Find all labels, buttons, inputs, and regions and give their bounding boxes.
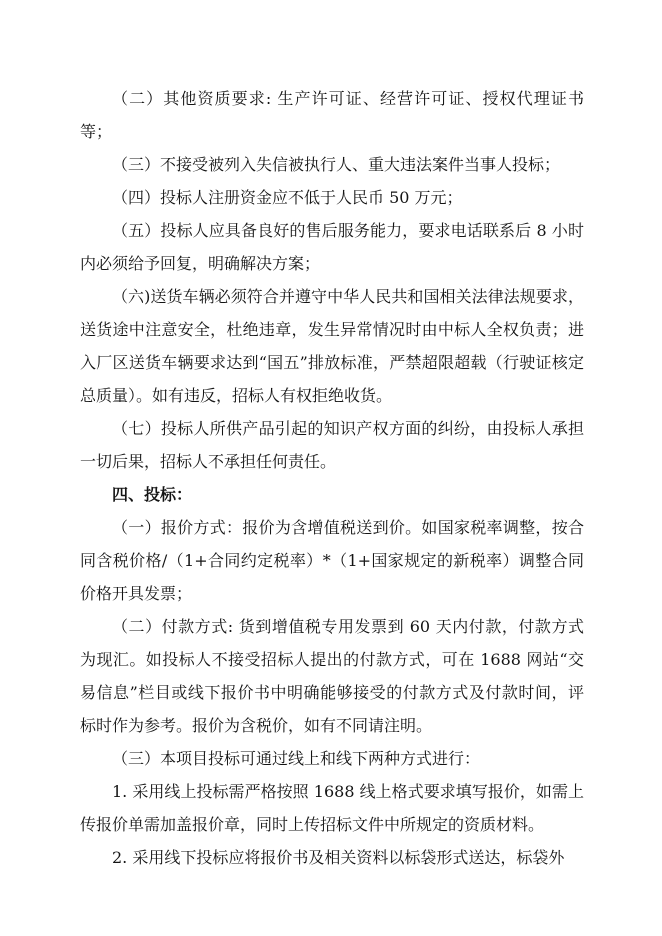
paragraph-after-sales-service: （五）投标人应具备良好的售后服务能力，要求电话联系后 8 小时内必须给予回复，明确解决方案； <box>80 221 584 273</box>
paragraph-other-qualifications: （二）其他资质要求: 生产许可证、经营许可证、授权代理证书等； <box>80 89 584 141</box>
section-heading-bidding: 四、投标： <box>112 485 193 504</box>
paragraph-online-bidding: 1. 采用线上投标需严格按照 1688 线上格式要求填写报价，如需上传报价单需加盖报价章，同时上传招标文件中所规定的资质材料。 <box>80 782 584 834</box>
paragraph-offline-bidding: 2. 采用线下投标应将报价书及相关资料以标袋形式送达，标袋外 <box>112 848 565 867</box>
paragraph-payment-method: （二）付款方式: 货到增值税专用发票到 60 天内付款，付款方式为现汇。如投标人不接受招标人提出的付款方式，可在 1688 网站“交易信息”栏目或线下报价书中明确能够接受的付款方式及付款时间，评标时作为参考。报价为含税价，如有不同请注明。 <box>80 617 584 735</box>
paragraph-registered-capital: （四）投标人注册资金应不低于人民币 50 万元； <box>112 188 463 207</box>
paragraph-no-dishonest-bidders: （三）不接受被列入失信被执行人、重大违法案件当事人投标； <box>112 155 561 174</box>
paragraph-delivery-vehicle-requirements: （六)送货车辆必须符合并遵守中华人民共和国相关法律法规要求，送货途中注意安全，杜绝违章，发生异常情况时由中标人全权负责；进入厂区送货车辆要求达到“国五”排放标准，严禁超限超载（行驶证核定总质量）。如有违反，招标人有权拒绝收货。 <box>80 287 584 405</box>
paragraph-quotation-method: （一）报价方式：报价为含增值税送到价。如国家税率调整，按合同含税价格/（1+合同约定税率）*（1+国家规定的新税率）调整合同价格开具发票； <box>80 518 584 603</box>
paragraph-bid-channels: （三）本项目投标可通过线上和线下两种方式进行： <box>112 749 481 768</box>
paragraph-ip-dispute-liability: （七）投标人所供产品引起的知识产权方面的纠纷，由投标人承担一切后果，招标人不承担任何责任。 <box>80 419 584 471</box>
